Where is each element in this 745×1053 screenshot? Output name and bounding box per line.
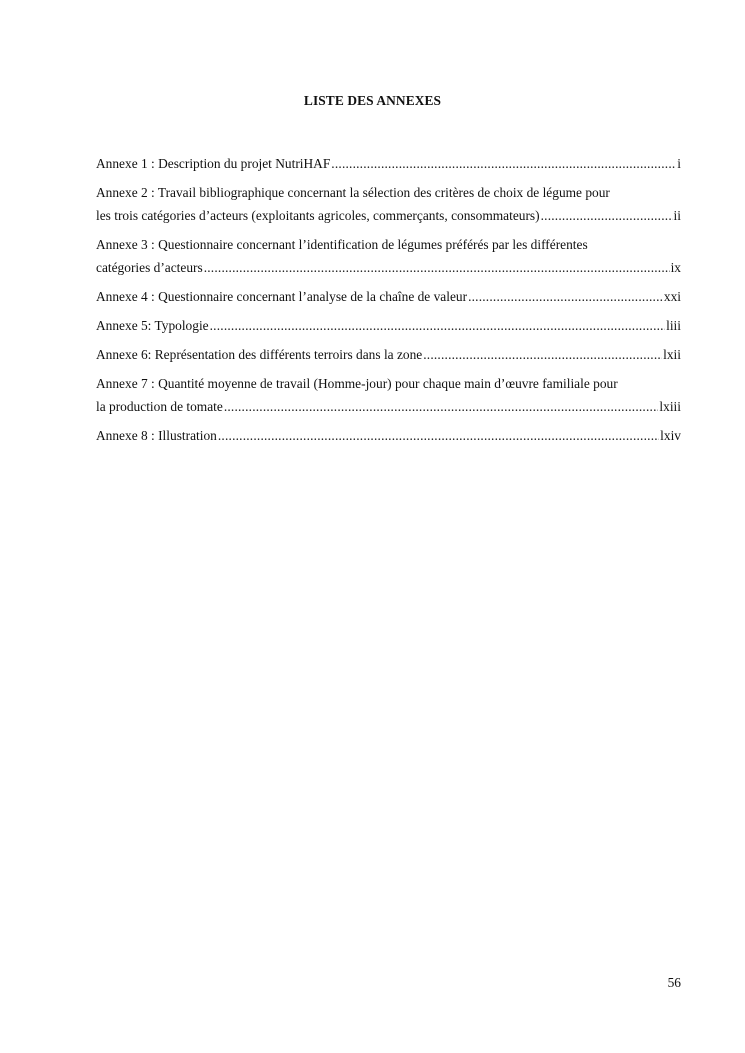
toc-line [96,204,681,227]
annex-label: les trois catégories d’acteurs (exploitants agricoles, commerçants, consommateurs) [96,208,540,223]
toc-line [96,314,681,337]
annex-label: catégories d’acteurs [96,260,203,275]
toc-line [96,152,681,175]
annex-label: Annexe 8 : Illustration [96,428,217,443]
dot-leader [224,395,659,418]
toc-line [96,343,681,366]
annex-entry-5 [96,314,681,337]
annex-page-ref: ii [673,208,681,223]
annex-entry-4 [96,285,681,308]
annex-label: la production de tomate [96,399,223,414]
annex-label: Annexe 6: Représentation des différents terroirs dans la zone [96,347,423,362]
annex-page-ref: xxi [663,289,681,304]
annex-label-continued: Annexe 2 : Travail bibliographique concernant la sélection des critères de choix de légume pour [96,185,610,200]
annex-page-ref: ix [670,260,681,275]
annex-page-ref: lxiv [660,428,681,443]
toc-line [96,256,681,279]
annex-page-ref: lxii [663,347,681,362]
annex-label: Annexe 4 : Questionnaire concernant l’analyse de la chaîne de valeur [96,289,468,304]
annex-page-ref: i [677,156,681,171]
dot-leader [218,424,659,447]
dot-leader [541,204,673,227]
toc-line [96,285,681,308]
annex-label: Annexe 5: Typologie [96,318,209,333]
annex-entry-3 [96,233,681,279]
annex-page-ref: liii [666,318,681,333]
dot-leader [204,256,670,279]
toc-line [96,395,681,418]
annex-entry-6 [96,343,681,366]
annex-label: Annexe 1 : Description du projet NutriHAF [96,156,331,171]
annex-label-continued: Annexe 7 : Quantité moyenne de travail (Homme-jour) pour chaque main d’œuvre familiale pour [96,376,618,391]
annex-list [96,152,681,453]
annex-label-continued: Annexe 3 : Questionnaire concernant l’identification de légumes préférés par les différentes [96,237,588,252]
dot-leader [210,314,665,337]
page-title: LISTE DES ANNEXES [303,93,442,108]
page-number: 56 [667,975,681,990]
annex-entry-8 [96,424,681,447]
dot-leader [468,285,663,308]
toc-line [96,424,681,447]
dot-leader [423,343,662,366]
annex-page-ref: lxiii [659,399,681,414]
annex-entry-2 [96,181,681,227]
dot-leader [331,152,676,175]
annex-entry-7 [96,372,681,418]
annex-entry-1 [96,152,681,175]
